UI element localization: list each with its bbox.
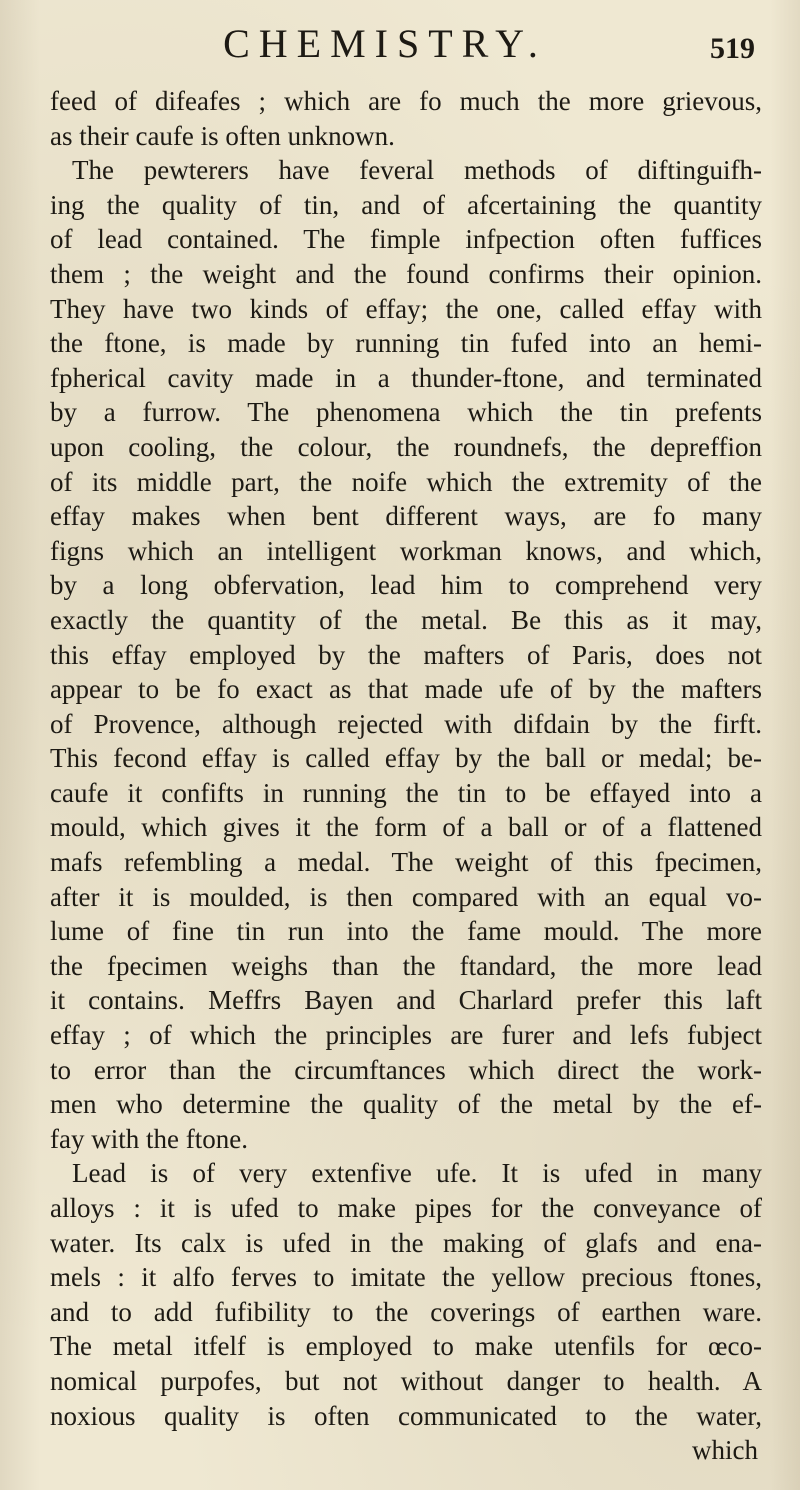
text-line: exactly the quantity of the metal. Be this as it may,	[50, 604, 762, 635]
text-line: mafs refembling a medal. The weight of this fpecimen,	[50, 847, 762, 878]
text-line: it contains. Meffrs Bayen and Charlard prefer this laft	[50, 985, 762, 1016]
text-line: water. Its calx is ufed in the making of glafs and ena-	[50, 1227, 762, 1258]
text-line: of lead contained. The fimple infpection often fuffices	[50, 224, 762, 255]
page-number: 519	[710, 32, 755, 65]
text-line: lume of fine tin run into the fame mould. The more	[50, 916, 762, 947]
text-line: by a furrow. The phenomena which the tin prefents	[50, 397, 762, 428]
catchword: which	[692, 1435, 758, 1466]
text-line: caufe it confifts in running the tin to be effayed into a	[50, 777, 762, 808]
text-line: figns which an intelligent workman knows, and which,	[50, 535, 762, 566]
text-line: mels : it alfo ferves to imitate the yellow precious ftones,	[50, 1262, 762, 1293]
text-line: alloys : it is ufed to make pipes for the conveyance of	[50, 1193, 762, 1223]
text-line: ing the quality of tin, and of afcertaining the quantity	[50, 189, 762, 220]
text-line: They have two kinds of effay; the one, called effay with	[50, 293, 762, 324]
text-line: and to add fufibility to the coverings of earthen ware.	[50, 1296, 762, 1327]
text-line: upon cooling, the colour, the roundnefs, the depreffion	[50, 431, 762, 462]
page-header	[0, 6, 800, 86]
page-edge-shading	[770, 0, 800, 1490]
body-text	[50, 84, 762, 1468]
text-line: The metal itfelf is employed to make utenfils for œco-	[50, 1331, 762, 1362]
text-line: the fpecimen weighs than the ftandard, the more lead	[50, 950, 762, 981]
text-line: this effay employed by the mafters of Paris, does not	[50, 639, 762, 670]
text-line: as their caufe is often unknown.	[50, 120, 395, 151]
text-line: after it is moulded, is then compared with an equal vo-	[50, 881, 762, 912]
running-head: CHEMISTRY.	[223, 21, 547, 66]
text-line: Lead is of very extenfive ufe. It is ufed in many	[72, 1158, 762, 1189]
text-line: The pewterers have feveral methods of diftinguifh-	[72, 155, 762, 186]
text-line: mould, which gives it the form of a ball or of a flattened	[50, 812, 762, 843]
text-line: of Provence, although rejected with difdain by the firft.	[50, 708, 762, 739]
text-line: by a long obfervation, lead him to comprehend very	[50, 570, 762, 601]
text-line: of its middle part, the noife which the extremity of the	[50, 466, 762, 497]
text-line: fpherical cavity made in a thunder-ftone, and terminated	[50, 362, 762, 393]
text-line: nomical purpofes, but not without danger to health. A	[50, 1365, 762, 1396]
text-line: effay makes when bent different ways, are fo many	[50, 501, 762, 532]
text-line: feed of difeafes ; which are fo much the more grievous,	[50, 86, 762, 116]
text-line: them ; the weight and the found confirms their opinion.	[50, 258, 762, 289]
text-line: to error than the circumftances which direct the work-	[50, 1054, 762, 1085]
text-line: the ftone, is made by running tin fufed into an hemi-	[50, 328, 762, 359]
text-line: men who determine the quality of the metal by the ef-	[50, 1089, 762, 1120]
text-line: appear to be fo exact as that made ufe of by the mafters	[50, 674, 762, 705]
text-line: noxious quality is often communicated to the water,	[50, 1400, 762, 1431]
text-line: fay with the ftone.	[50, 1123, 248, 1154]
text-line: effay ; of which the principles are furer and lefs fubject	[50, 1020, 762, 1051]
text-line: This fecond effay is called effay by the ball or medal; be-	[50, 743, 762, 774]
